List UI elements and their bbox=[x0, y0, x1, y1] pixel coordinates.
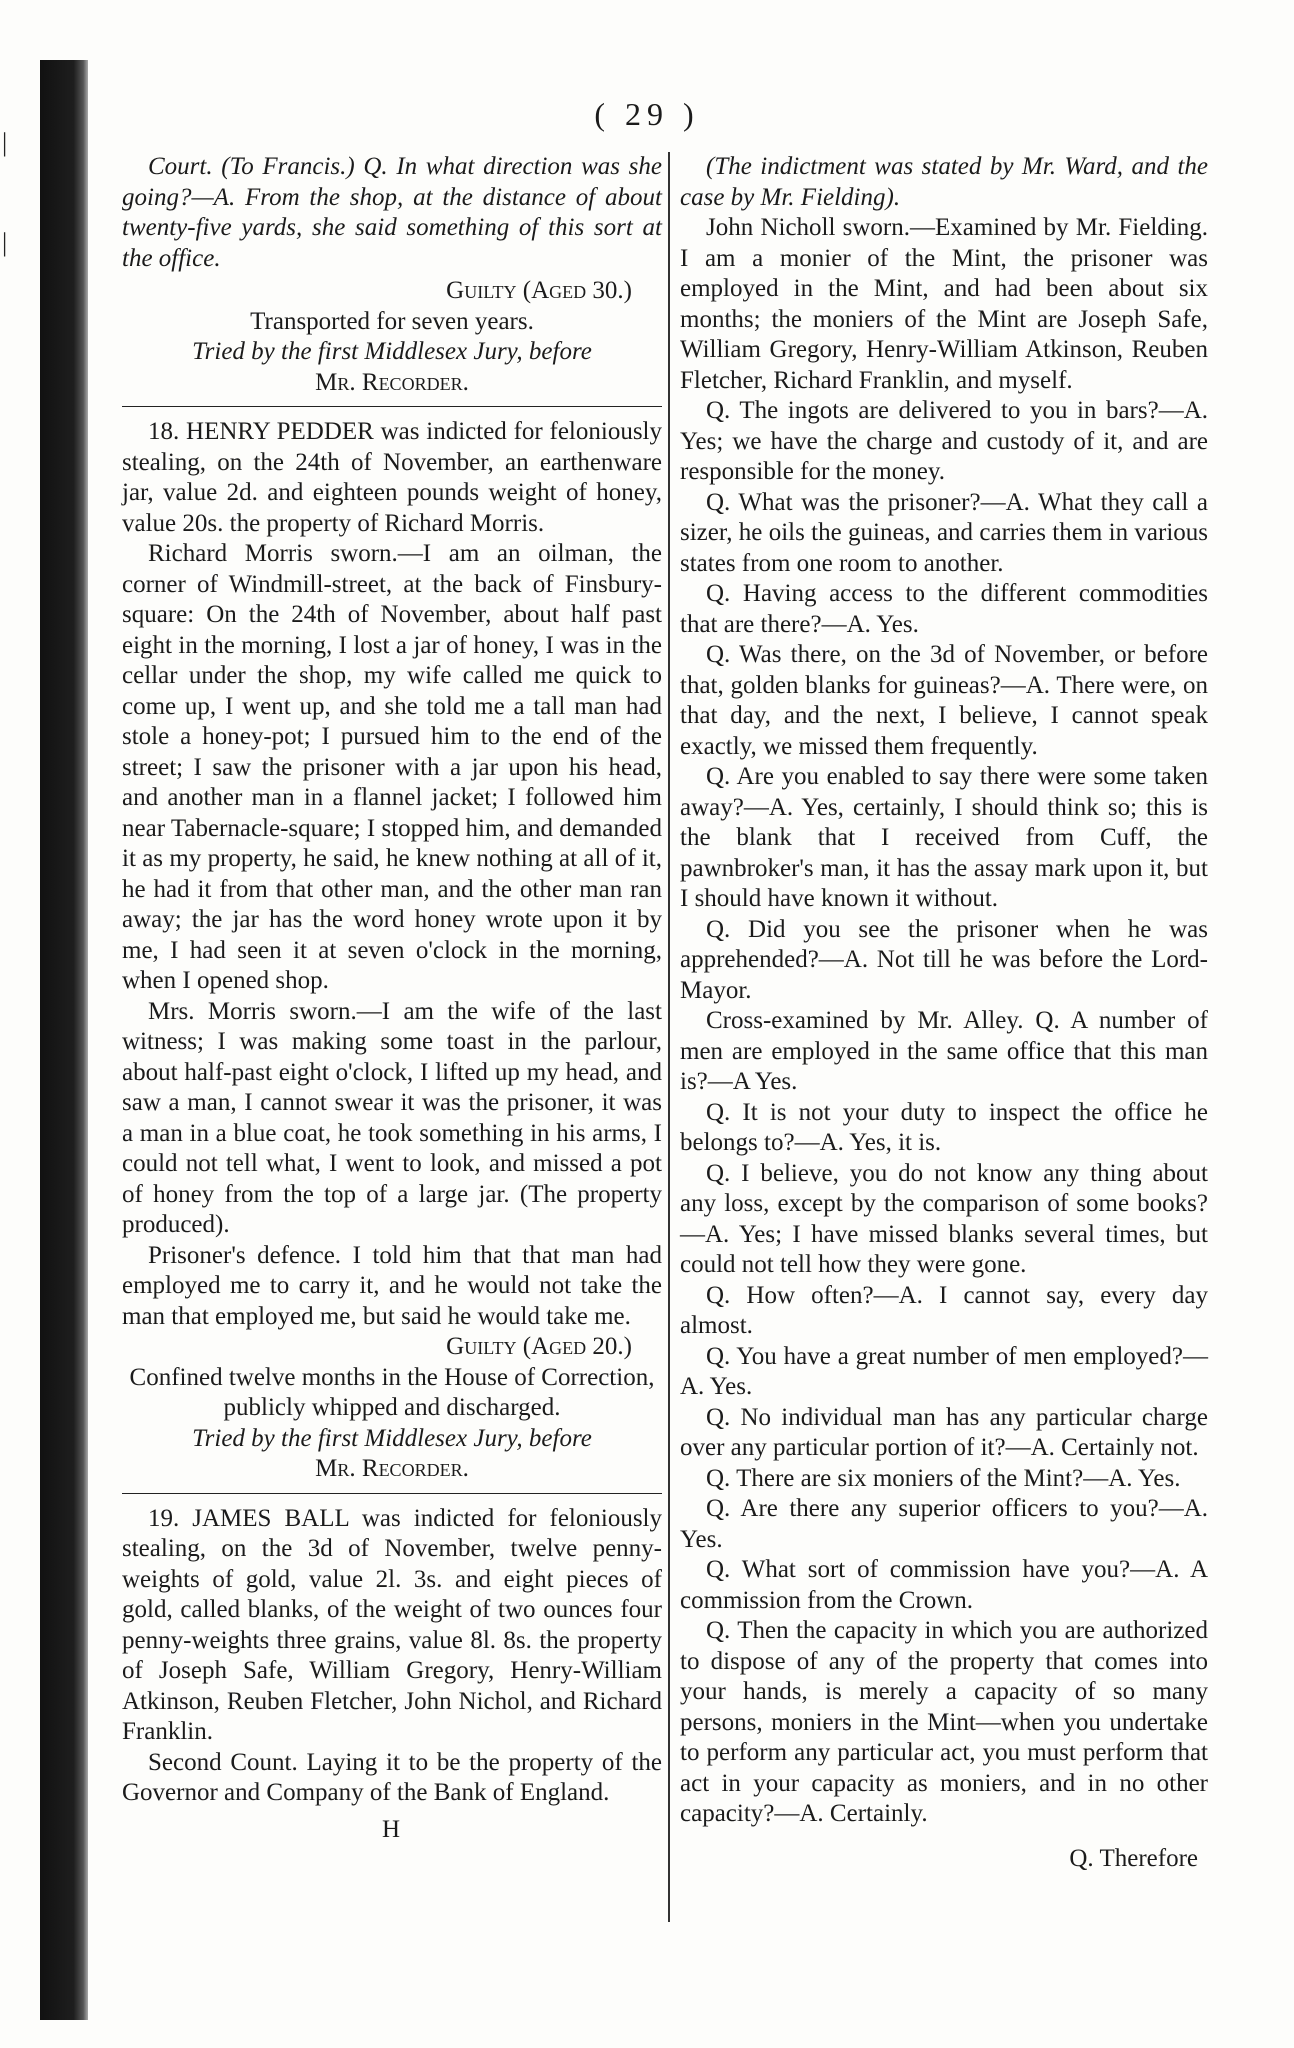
paragraph: John Nicholl sworn.—Examined by Mr. Fielding. I am a monier of the Mint, the prisoner was employed in the Mint, and had been about six months; the moniers of the Mint are Joseph Safe, William Gregory, Henry-William Atkinson, Reuben Fletcher, Richard Franklin, and myself. bbox=[680, 214, 1208, 394]
paragraph: Q. There are six moniers of the Mint?—A. Yes. bbox=[706, 1464, 1181, 1492]
paragraph: Q. You have a great number of men employed?—A. Yes. bbox=[680, 1342, 1208, 1400]
paragraph: Second Count. Laying it to be the property of the Governor and Company of the Bank of England. bbox=[122, 1748, 662, 1806]
gutter-mark: | bbox=[2, 228, 8, 257]
left-column bbox=[122, 152, 662, 1845]
sentence: Confined twelve months in the House of Correction, publicly whipped and discharged. bbox=[129, 1363, 655, 1421]
catchword: Q. Therefore bbox=[1069, 1844, 1198, 1872]
sentence: Transported for seven years. bbox=[250, 307, 534, 335]
right-column bbox=[680, 152, 1208, 1874]
paragraph: Q. Then the capacity in which you are authorized to dispose of any of the property that comes into your hands, is merely a capacity of so many persons, moniers in the Mint—when you undertake to perform any particular act, you must perform that act in your capacity as moniers, and in no other capacity?—A. Certainly. bbox=[680, 1617, 1208, 1827]
column-divider bbox=[668, 152, 670, 1922]
paragraph: Q. The ingots are delivered to you in bars?—A. Yes; we have the charge and custody of it, and are responsible for the money. bbox=[680, 397, 1208, 485]
paragraph: Q. Did you see the prisoner when he was apprehended?—A. Not till he was before the Lord-Mayor. bbox=[680, 915, 1208, 1004]
paragraph: Prisoner's defence. I told him that that man had employed me to carry it, and he would not take the man that employed me, but said he would take me. bbox=[122, 1241, 662, 1330]
paragraph: Cross-examined by Mr. Alley. Q. A number of men are employed in the same office that this man is?—A Yes. bbox=[680, 1007, 1208, 1095]
signature-mark: H bbox=[381, 1815, 403, 1843]
paragraph: (The indictment was stated by Mr. Ward, and the case by Mr. Fielding). bbox=[680, 153, 1208, 211]
paragraph: Richard Morris sworn.—I am an oilman, the corner of Windmill-street, at the back of Finsbury-square: On the 24th of November, about half past eight in the morning, I lost a jar of honey, I was in the cellar under the shop, my wife called me quick to come up, I went up, and she told me a tall man had stole a honey-pot; I pursued him to the end of the street; I saw the prisoner with a jar upon his head, and another man in a flannel jacket; I followed him near Tabernacle-square; I stopped him, and demanded it as my property, he said, he knew nothing at all of it, he had it from that other man, and the other man ran away; the jar has the word honey wrote upon it by me, I had seen it at seven o'clock in the morning, when I opened shop. bbox=[122, 540, 662, 994]
jury-note-name: Mr. Recorder. bbox=[315, 1455, 469, 1482]
jury-note: Tried by the first Middlesex Jury, before bbox=[192, 1424, 592, 1452]
gutter-mark: | bbox=[2, 128, 8, 157]
paragraph: Q. Are you enabled to say there were some taken away?—A. Yes, certainly, I should think so; this is the blank that I received from Cuff, the pawnbroker's man, it has the assay mark upon it, but I should have known it without. bbox=[680, 763, 1208, 912]
section-rule bbox=[122, 406, 662, 407]
verdict: Guilty (Aged 20.) bbox=[446, 1333, 632, 1360]
paragraph: Mrs. Morris sworn.—I am the wife of the last witness; I was making some toast in the parlour, about half-past eight o'clock, I lifted up my head, and saw a man, I cannot swear it was the prisoner, it was a man in a blue coat, he took something in his arms, I could not tell what, I went to look, and missed a pot of honey from the top of a large jar. (The property produced). bbox=[122, 997, 662, 1238]
paragraph: Q. Are there any superior officers to you?—A. Yes. bbox=[680, 1495, 1208, 1553]
paragraph: Q. How often?—A. I cannot say, every day almost. bbox=[680, 1281, 1208, 1339]
page-number: ( 29 ) bbox=[594, 96, 700, 132]
paragraph: Q. What sort of commission have you?—A. A commission from the Crown. bbox=[680, 1556, 1208, 1614]
case-heading: 18. HENRY PEDDER was indicted for feloniously stealing, on the 24th of November, an earthenware jar, value 2d. and eighteen pounds weight of honey, value 20s. the property of Richard Morris. bbox=[122, 418, 662, 537]
jury-note-name: Mr. Recorder. bbox=[315, 368, 469, 396]
case-heading: 19. JAMES BALL was indicted for feloniously stealing, on the 3d of November, twelve penny-weights of gold, value 2l. 3s. and eight pieces of gold, called blanks, of the weight of two ounces four penny-weights three grains, value 8l. 8s. the property of Joseph Safe, William Gregory, Henry-William Atkinson, Reuben Fletcher, John Nichol, and Richard Franklin. bbox=[122, 1504, 662, 1745]
verdict: Guilty (Aged 30.) bbox=[446, 277, 632, 304]
paragraph: Q. It is not your duty to inspect the office he belongs to?—A. Yes, it is. bbox=[680, 1098, 1208, 1156]
section-rule bbox=[122, 1493, 662, 1494]
paragraph: Q. Was there, on the 3d of November, or before that, golden blanks for guineas?—A. There were, on that day, and the next, I believe, I cannot speak exactly, we missed them frequently. bbox=[680, 641, 1208, 760]
paragraph: Q. I believe, you do not know any thing about any loss, except by the comparison of some books?—A. Yes; I have missed blanks several times, but could not tell how they were gone. bbox=[680, 1159, 1208, 1278]
jury-note: Tried by the first Middlesex Jury, before bbox=[192, 338, 592, 365]
paragraph: Court. (To Francis.) Q. In what direction was she going?—A. From the shop, at the distance of about twenty-five yards, she said something of this sort at the office. bbox=[122, 153, 662, 272]
book-binding-shadow bbox=[40, 60, 88, 2020]
paragraph: Q. Having access to the different commodities that are there?—A. Yes. bbox=[680, 580, 1208, 638]
paragraph: Q. No individual man has any particular charge over any particular portion of it?—A. Certainly not. bbox=[680, 1403, 1208, 1461]
paragraph: Q. What was the prisoner?—A. What they call a sizer, he oils the guineas, and carries them in various states from one room to another. bbox=[680, 488, 1208, 577]
